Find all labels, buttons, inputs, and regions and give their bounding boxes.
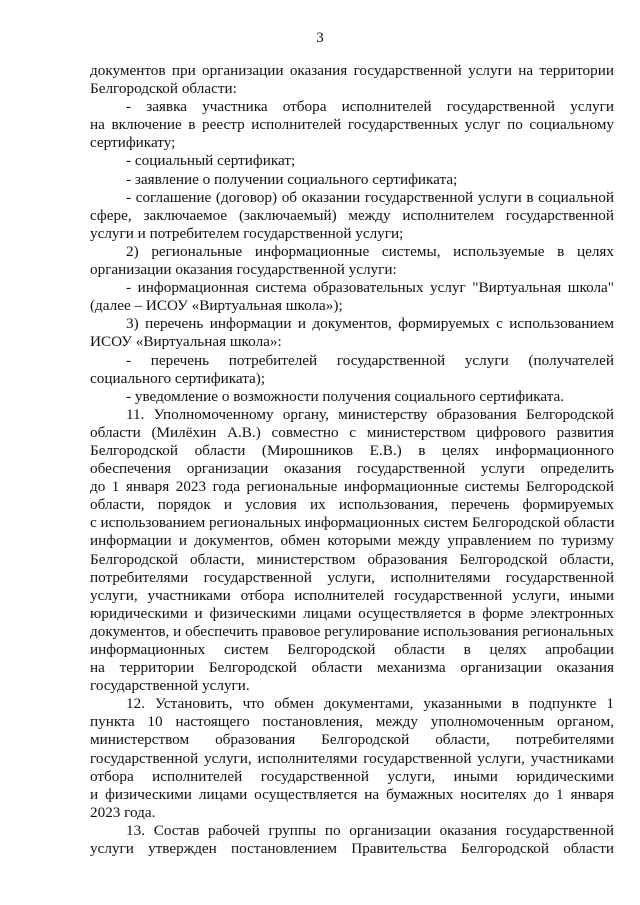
text-line: Белгородской области (Мирошников Е.В.) в целях информационного: [90, 441, 614, 459]
text-line: - информационная система образовательных услуг "Виртуальная школа": [126, 279, 614, 297]
text-line: социального сертификата);: [90, 369, 266, 387]
text-line: государственной услуги, исполнителями государственной услуги, участниками: [90, 749, 614, 767]
text-line: 11. Уполномоченному органу, министерству образования Белгородской: [126, 405, 614, 423]
text-line: ИСОУ «Виртуальная школа»:: [90, 333, 282, 351]
text-line: 12. Установить, что обмен документами, указанными в подпункте 1: [126, 695, 614, 713]
text-line: до 1 января 2023 года региональные информационные системы Белгородской: [90, 478, 614, 496]
text-line: (далее – ИСОУ «Виртуальная школа»);: [90, 297, 343, 315]
text-line: услуги и потребителем государственной услуги;: [90, 224, 404, 242]
text-line: 13. Состав рабочей группы по организации оказания государственной: [126, 821, 614, 839]
text-line: области (Милёхин А.В.) совместно с министерством цифрового развития: [90, 423, 614, 441]
text-line: сфере, заключаемое (заключаемый) между исполнителем государственной: [90, 206, 614, 224]
text-line: пункта 10 настоящего постановления, между уполномоченным органом,: [90, 713, 614, 731]
text-line: документов, и обеспечить правовое регулирование использования региональных: [90, 622, 614, 640]
text-line: юридическими и физическими лицами осуществляется в форме электронных: [90, 604, 614, 622]
text-line: потребителями государственной услуги, исполнителями государственной: [90, 568, 614, 586]
text-line: Белгородской области, министерством образования Белгородской области,: [90, 550, 614, 568]
text-line: информационных систем Белгородской области в целях апробации: [90, 641, 614, 658]
text-line: Белгородской области:: [90, 80, 237, 98]
text-line: государственной услуги.: [90, 677, 250, 695]
text-line: - заявление о получении социального сертификата;: [126, 170, 458, 188]
text-line: - социальный сертификат;: [126, 152, 296, 170]
text-line: сертификату;: [90, 134, 176, 152]
text-line: обеспечения организации оказания государственной услуги определить: [90, 460, 614, 478]
text-line: - соглашение (договор) об оказании государственной услуги в социальной: [126, 188, 614, 206]
text-line: 2023 года.: [90, 803, 156, 821]
text-line: - уведомление о возможности получения социального сертификата.: [126, 387, 565, 405]
text-line: министерством образования Белгородской области, потребителями: [90, 731, 614, 749]
text-line: 2) региональные информационные системы, используемые в целях: [126, 242, 614, 260]
text-line: услуги утвержден постановлением Правительства Белгородской области: [90, 840, 614, 858]
text-line: на территории Белгородской области механизма организации оказания: [90, 659, 614, 677]
text-line: - заявка участника отбора исполнителей государственной услуги: [126, 98, 614, 116]
text-line: с использованием региональных информационных систем Белгородской области: [90, 514, 615, 532]
text-line: отбора исполнителей государственной услуги, иными юридическими: [90, 767, 614, 785]
text-line: на включение в реестр исполнителей государственных услуг по социальному: [90, 116, 614, 134]
page-number: 3: [316, 30, 324, 46]
document-body: [90, 62, 614, 858]
text-line: области, порядок и условия их использования, перечень формируемых: [90, 496, 614, 514]
text-line: услуги, участниками отбора исполнителей государственной услуги, иными: [90, 586, 614, 604]
text-line: информации и документов, обмен которыми между управлением по туризму: [90, 532, 614, 550]
text-line: и физическими лицами осуществляется на бумажных носителях до 1 января: [90, 785, 614, 803]
text-line: документов при организации оказания государственной услуги на территории: [90, 62, 614, 79]
text-line: - перечень потребителей государственной услуги (получателей: [126, 351, 614, 369]
text-line: организации оказания государственной услуги:: [90, 261, 397, 279]
text-line: 3) перечень информации и документов, формируемых с использованием: [126, 315, 614, 333]
